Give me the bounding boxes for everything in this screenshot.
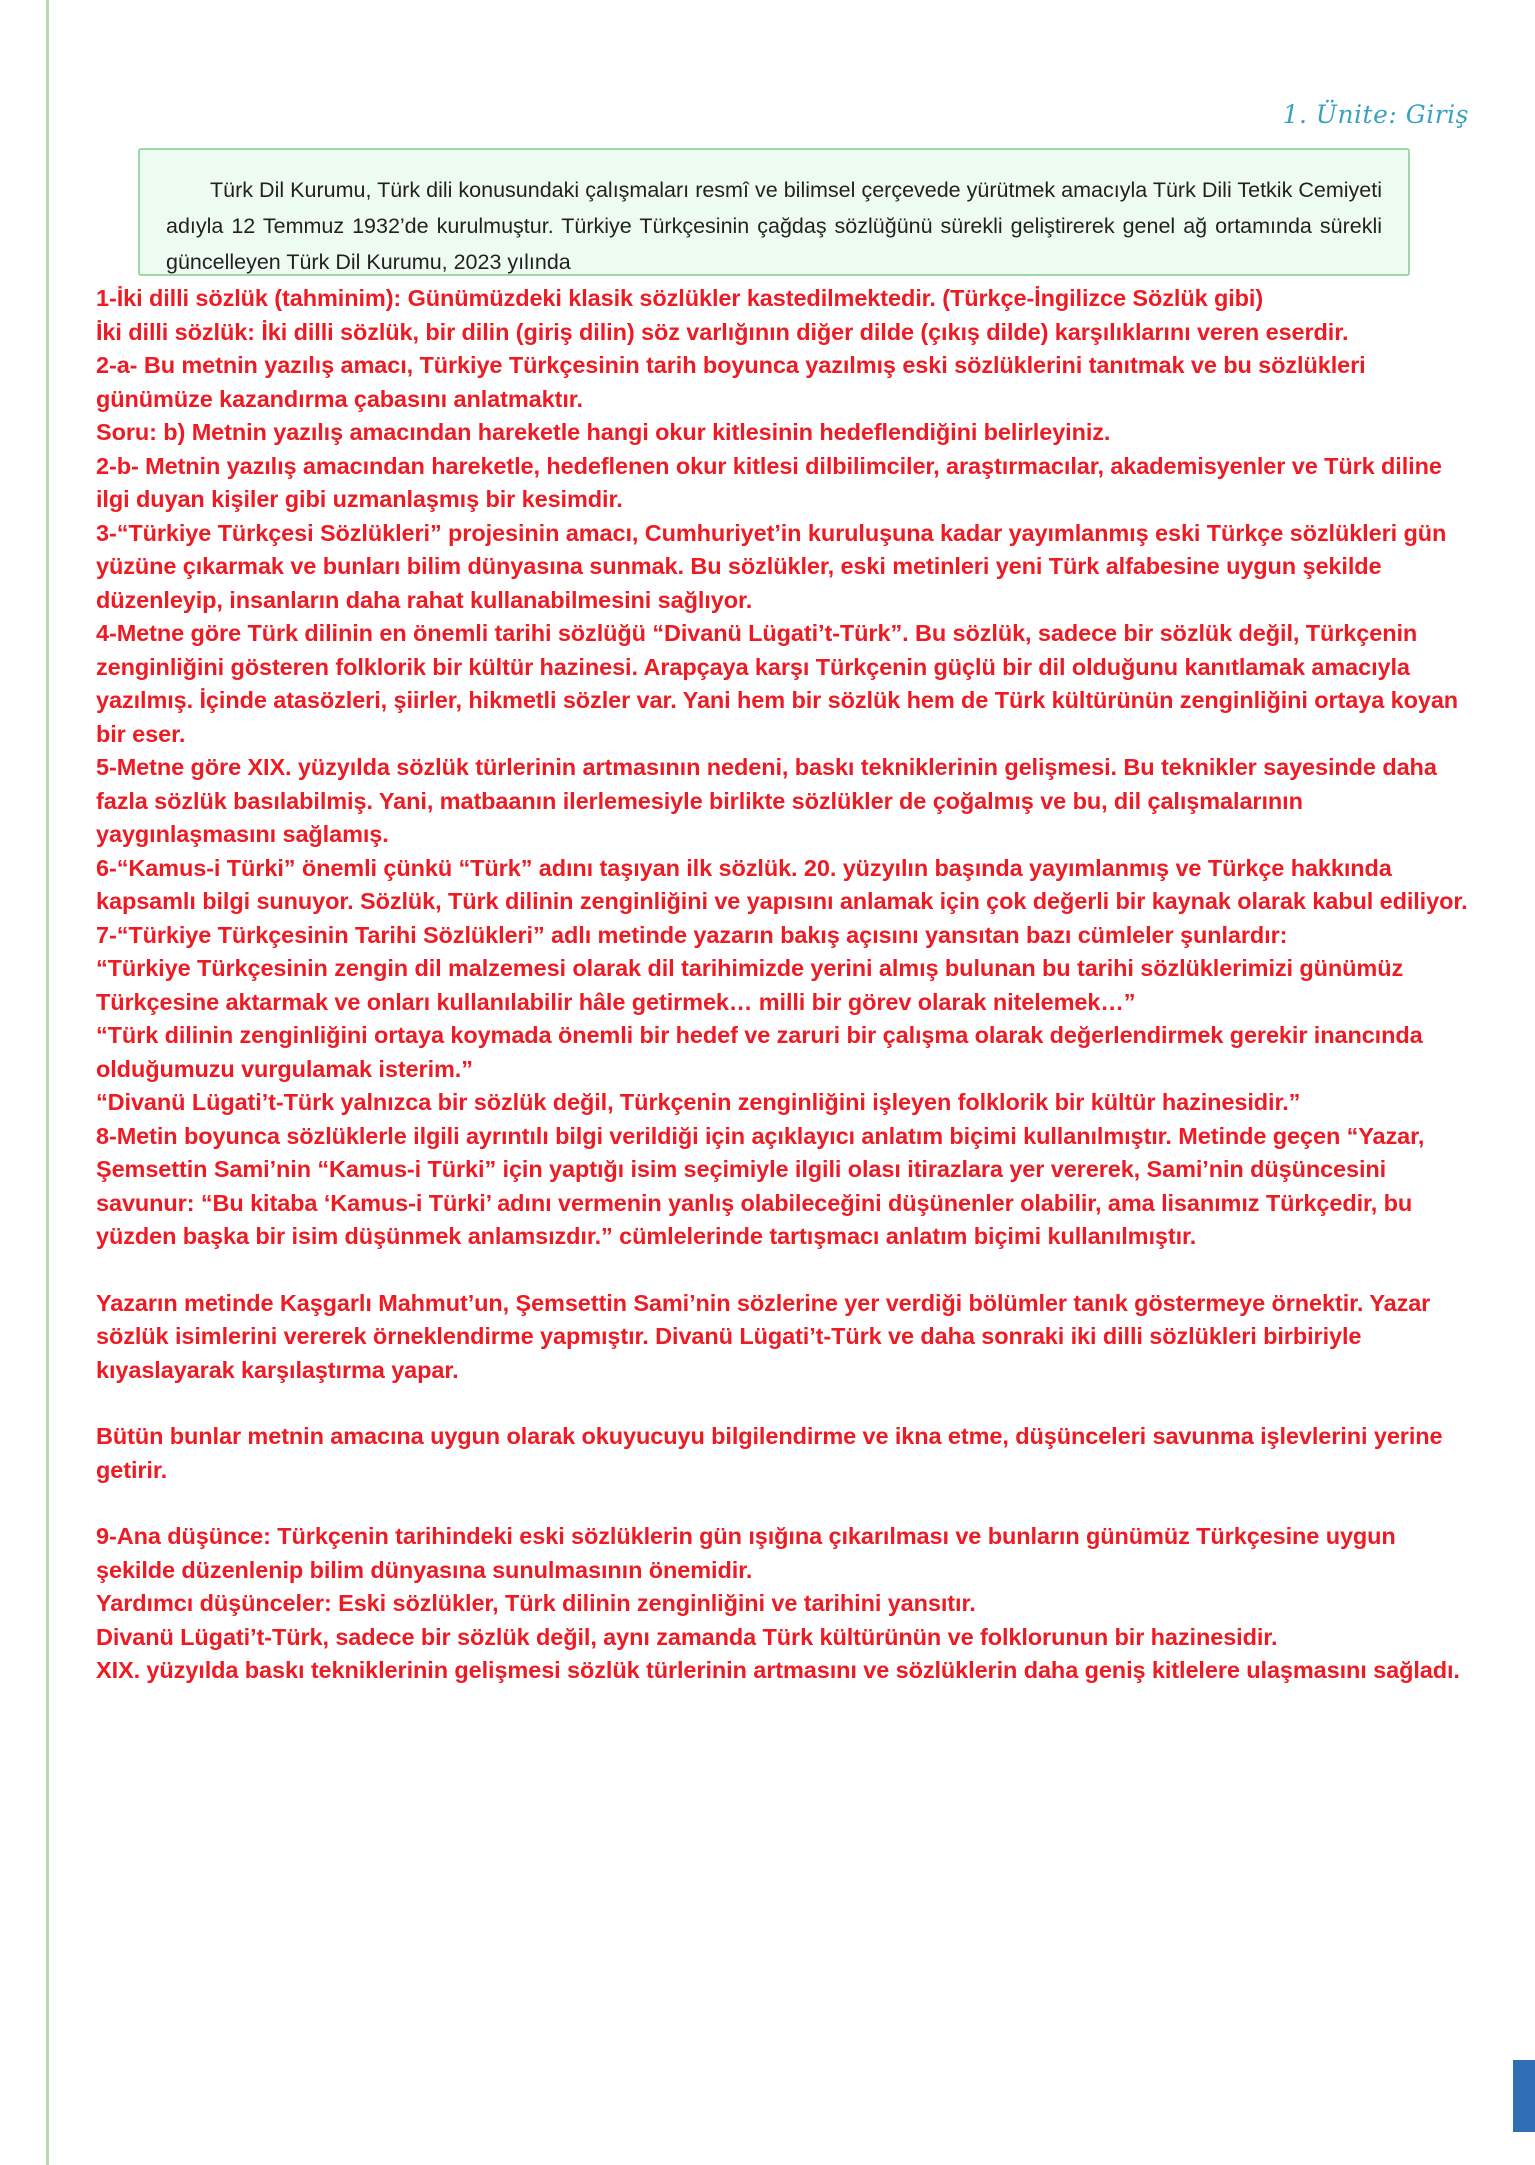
answer-paragraph: 2-a- Bu metnin yazılış amacı, Türkiye Türkçesinin tarih boyunca yazılmış eski sözlüklerini tanıtmak ve bu sözlükleri günümüze kazandırma çabasını anlatmaktır. [96, 352, 1366, 412]
answer-paragraph: 7-“Türkiye Türkçesinin Tarihi Sözlükleri” adlı metinde yazarın bakış açısını yansıtan bazı cümleler şunlardır: [96, 921, 1288, 948]
answer-paragraph: “Türkiye Türkçesinin zengin dil malzemesi olarak dil tarihimizde yerini almış bulunan bu tarihi sözlüklerimizi günümüz Türkçesine aktarmak ve onları kullanılabilir hâle getirmek… milli bir görev olarak nitelemek…” [96, 955, 1404, 1015]
answer-paragraph: 5-Metne göre XIX. yüzyılda sözlük türlerinin artmasının nedeni, baskı tekniklerinin gelişmesi. Bu teknikler sayesinde daha fazla sözlük basılabilmiş. Yani, matbaanın ilerlemesiyle birlikte sözlükler de çoğalmış ve bu, dil çalışmalarının yaygınlaşmasını sağlamış. [96, 754, 1437, 847]
answer-paragraph: 4-Metne göre Türk dilinin en önemli tarihi sözlüğü “Divanü Lügati’t-Türk”. Bu sözlük, sadece bir sözlük değil, Türkçenin zenginliğini gösteren folklorik bir kültür hazinesi. Arapçaya karşı Türkçenin güçlü bir dil olduğunu kanıtlamak amacıyla yazılmış. İçinde atasözleri, şiirler, hikmetli sözler var. Yani hem bir sözlük hem de Türk kültürünün zenginliğini ortaya koyan bir eser. [96, 620, 1459, 747]
answer-paragraph: Divanü Lügati’t-Türk, sadece bir sözlük değil, aynı zamanda Türk kültürünün ve folklorunun bir hazinesidir. [96, 1623, 1278, 1650]
answer-paragraph: Yazarın metinde Kaşgarlı Mahmut’un, Şemsettin Sami’nin sözlerine yer verdiği bölümler tanık göstermeye örnektir. Yazar sözlük isimlerini vererek örneklendirme yapmıştır. Divanü Lügati’t-Türk ve daha sonraki iki dilli sözlükleri birbiriyle kıyaslayarak karşılaştırma yapar. [96, 1289, 1431, 1383]
answer-paragraph: 2-b- Metnin yazılış amacından hareketle, hedeflenen okur kitlesi dilbilimciler, araştırmacılar, akademisyenler ve Türk diline ilgi duyan kişiler gibi uzmanlaşmış bir kesimdir. [96, 452, 1442, 512]
answer-paragraph: 1-İki dilli sözlük (tahminim): Günümüzdeki klasik sözlükler kastedilmektedir. (Türkçe-İngilizce Sözlük gibi) [96, 285, 1264, 311]
answer-paragraph: “Divanü Lügati’t-Türk yalnızca bir sözlük değil, Türkçenin zenginliğini işleyen folklorik bir kültür hazinesidir.” [96, 1089, 1301, 1115]
answer-paragraph: 6-“Kamus-i Türki” önemli çünkü “Türk” adını taşıyan ilk sözlük. 20. yüzyılın başında yayımlanmış ve Türkçe hakkında kapsamlı bilgi sunuyor. Sözlük, Türk dilinin zenginliğini ve yapısını anlamak için çok değerli bir kaynak olarak kabul ediliyor. [96, 854, 1468, 914]
info-box-text: Türk Dil Kurumu, Türk dili konusundaki çalışmaları resmî ve bilimsel çerçevede yürütmek amacıyla Türk Dili Tetkik Cemiyeti adıyla 12 Temmuz 1932’de kurulmuştur. Türkiye Türkçesinin çağdaş sözlüğünü sürekli geliştirerek genel ağ ortamında sürekli güncelleyen Türk Dil Kurumu, 2023 yılında [166, 178, 1382, 274]
answer-paragraph: Soru: b) Metnin yazılış amacından hareketle hangi okur kitlesinin hedeflendiğini belirleyiniz. [96, 419, 1111, 445]
answer-paragraph: 9-Ana düşünce: Türkçenin tarihindeki eski sözlüklerin gün ışığına çıkarılması ve bunların günümüz Türkçesine uygun şekilde düzenlenip bilim dünyasına sunulmasının önemidir. [96, 1523, 1396, 1583]
answer-paragraph: 8-Metin boyunca sözlüklerle ilgili ayrıntılı bilgi verildiği için açıklayıcı anlatım biçimi kullanılmıştır. Metinde geçen “Yazar, Şemsettin Sami’nin “Kamus-i Türki” için yaptığı isim seçimiyle ilgili olası itirazlara yer vererek, Sami’nin düşüncesini savunur: “Bu kitaba ‘Kamus-i Türki’ adını vermenin yanlış olabileceğini düşünenler olabilir, ama lisanımız Türkçedir, bu yüzden başka bir isim düşünmek anlamsızdır.” cümlelerinde tartışmacı anlatım biçimi kullanılmıştır. [96, 1122, 1425, 1249]
answer-paragraph: İki dilli sözlük: İki dilli sözlük, bir dilin (giriş dilin) söz varlığının diğer dilde (çıkış dilde) karşılıklarını veren eserdir. [96, 318, 1349, 345]
unit-header-label: 1. Ünite: Giriş [1282, 100, 1469, 129]
answer-paragraph: 3-“Türkiye Türkçesi Sözlükleri” projesinin amacı, Cumhuriyet’in kuruluşuna kadar yayımlanmış eski Türkçe sözlükleri gün yüzüne çıkarmak ve bunları bilim dünyasına sunmak. Bu sözlükler, eski metinleri yeni Türk alfabesine uygun şekilde düzenleyip, insanların daha rahat kullanabilmesini sağlıyor. [96, 519, 1447, 613]
answer-paragraph: Yardımcı düşünceler: Eski sözlükler, Türk dilinin zenginliğini ve tarihini yansıtır. [96, 1590, 976, 1616]
page-edge-tab [1513, 2060, 1535, 2132]
answer-paragraph: XIX. yüzyılda baskı tekniklerinin gelişmesi sözlük türlerinin artmasını ve sözlüklerin daha geniş kitlelere ulaşmasını sağladı. [96, 1657, 1460, 1683]
info-box [138, 148, 1410, 276]
answer-paragraph: Bütün bunlar metnin amacına uygun olarak okuyucuyu bilgilendirme ve ikna etme, düşünceleri savunma işlevlerini yerine getirir. [96, 1423, 1443, 1483]
page-left-rule [46, 0, 49, 2165]
handwritten-answers-block [96, 282, 1476, 1688]
answer-paragraph: “Türk dilinin zenginliğini ortaya koymada önemli bir hedef ve zaruri bir çalışma olarak değerlendirmek gerekir inancında olduğumuzu vurgulamak isterim.” [96, 1022, 1423, 1082]
